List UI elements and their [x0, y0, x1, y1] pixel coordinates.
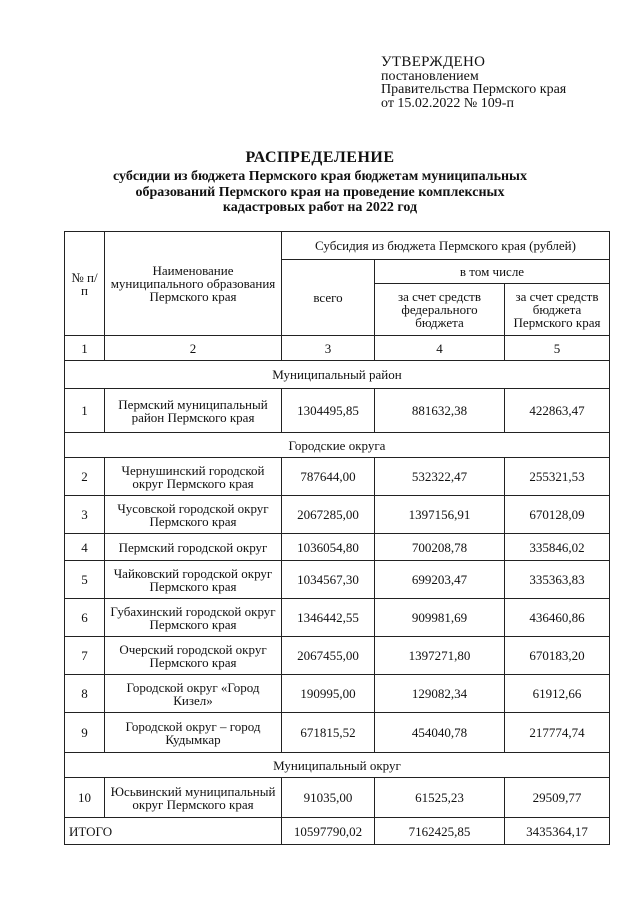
approval-heading: УТВЕРЖДЕНО [381, 54, 486, 70]
row-regional: 335363,83 [505, 561, 610, 599]
table-row [65, 534, 610, 561]
document-title: РАСПРЕДЕЛЕНИЕ [245, 149, 395, 166]
row-name: Городской округ «Город Кизел» [105, 675, 282, 713]
row-name: Пермский муниципальный район Пермского края [105, 389, 282, 433]
row-regional: 670128,09 [505, 496, 610, 534]
row-total: 1304495,85 [282, 389, 375, 433]
table-row [65, 561, 610, 599]
row-name: Чусовской городской округ Пермского края [105, 496, 282, 534]
row-federal: 454040,78 [375, 713, 505, 753]
header-regional: за счет средств бюджета Пермского края [505, 284, 610, 336]
row-number: 4 [65, 534, 105, 561]
row-name: Юсьвинский муниципальный округ Пермского края [105, 778, 282, 818]
totals-federal: 7162425,85 [375, 818, 505, 845]
table-row [65, 458, 610, 496]
header-num: № п/п [65, 232, 105, 336]
row-federal: 699203,47 [375, 561, 505, 599]
row-name: Губахинский городской округ Пермского края [105, 599, 282, 637]
row-federal: 909981,69 [375, 599, 505, 637]
row-total: 1036054,80 [282, 534, 375, 561]
table-row [65, 675, 610, 713]
row-total: 190995,00 [282, 675, 375, 713]
header-total: всего [282, 260, 375, 336]
row-total: 91035,00 [282, 778, 375, 818]
row-federal: 700208,78 [375, 534, 505, 561]
totals-total: 10597790,02 [282, 818, 375, 845]
subtitle-line: образований Пермского края на проведение комплексных [135, 184, 505, 200]
header-including: в том числе [375, 260, 610, 284]
row-federal: 129082,34 [375, 675, 505, 713]
row-number: 6 [65, 599, 105, 637]
subsidy-table [64, 231, 610, 845]
totals-label: ИТОГО [65, 818, 282, 845]
document-subtitle [0, 169, 640, 216]
row-total: 671815,52 [282, 713, 375, 753]
section-title: Муниципальный район [65, 361, 610, 389]
table-row [65, 637, 610, 675]
section-title: Городские округа [65, 433, 610, 458]
column-number: 1 [65, 336, 105, 361]
row-federal: 881632,38 [375, 389, 505, 433]
row-regional: 29509,77 [505, 778, 610, 818]
table-row [65, 389, 610, 433]
row-name: Пермский городской округ [105, 534, 282, 561]
row-name: Чайковский городской округ Пермского края [105, 561, 282, 599]
row-federal: 1397271,80 [375, 637, 505, 675]
row-number: 2 [65, 458, 105, 496]
row-federal: 1397156,91 [375, 496, 505, 534]
table-row [65, 778, 610, 818]
row-regional: 255321,53 [505, 458, 610, 496]
section-title: Муниципальный округ [65, 753, 610, 778]
row-number: 8 [65, 675, 105, 713]
row-name: Чернушинский городской округ Пермского края [105, 458, 282, 496]
row-number: 3 [65, 496, 105, 534]
approval-line: от 15.02.2022 № 109-п [381, 95, 514, 111]
row-number: 7 [65, 637, 105, 675]
column-number: 4 [375, 336, 505, 361]
row-number: 5 [65, 561, 105, 599]
header-name: Наименование муниципального образования Пермского края [105, 232, 282, 336]
row-name: Городской округ – город Кудымкар [105, 713, 282, 753]
subtitle-line: кадастровых работ на 2022 год [222, 200, 418, 215]
row-total: 2067455,00 [282, 637, 375, 675]
row-total: 1034567,30 [282, 561, 375, 599]
row-name: Очерский городской округ Пермского края [105, 637, 282, 675]
approval-line: Правительства Пермского края [381, 82, 567, 97]
table-row [65, 599, 610, 637]
row-federal: 61525,23 [375, 778, 505, 818]
subtitle-line: субсидии из бюджета Пермского края бюджетам муниципальных [113, 169, 527, 184]
table-row [65, 496, 610, 534]
header-federal: за счет средств федерального бюджета [375, 284, 505, 336]
row-total: 787644,00 [282, 458, 375, 496]
totals-regional: 3435364,17 [505, 818, 610, 845]
approval-line: постановлением [381, 68, 479, 84]
column-number: 2 [105, 336, 282, 361]
row-total: 1346442,55 [282, 599, 375, 637]
row-regional: 335846,02 [505, 534, 610, 561]
row-total: 2067285,00 [282, 496, 375, 534]
table-row [65, 713, 610, 753]
header-subsidy: Субсидия из бюджета Пермского края (рублей) [282, 232, 610, 260]
row-regional: 61912,66 [505, 675, 610, 713]
column-number: 3 [282, 336, 375, 361]
row-number: 10 [65, 778, 105, 818]
row-regional: 217774,74 [505, 713, 610, 753]
row-regional: 436460,86 [505, 599, 610, 637]
column-number: 5 [505, 336, 610, 361]
row-number: 9 [65, 713, 105, 753]
approval-stamp [381, 56, 566, 110]
row-number: 1 [65, 389, 105, 433]
row-regional: 422863,47 [505, 389, 610, 433]
totals-row [65, 818, 610, 845]
row-regional: 670183,20 [505, 637, 610, 675]
row-federal: 532322,47 [375, 458, 505, 496]
